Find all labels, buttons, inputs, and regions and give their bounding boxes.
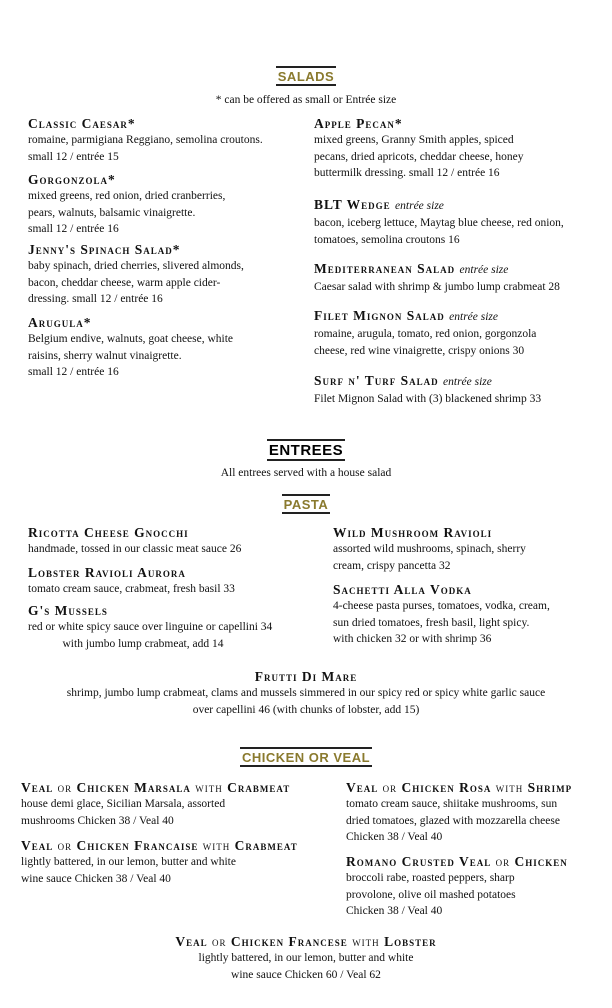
menu-item: Veal or Chicken Rosa with Shrimp tomato cream sauce, shiitake mushrooms, sun dried tomatoes, glazed with mozzarella cheese Chicken 38 / Veal 40	[346, 780, 573, 843]
item-title: Jenny's Spinach Salad*	[28, 242, 181, 257]
item-title: Veal or Chicken Rosa with Shrimp	[346, 780, 573, 795]
item-title: Arugula*	[28, 315, 92, 330]
menu-item: Wild Mushroom Ravioli assorted wild mushrooms, spinach, sherry cream, crispy pancetta 32	[333, 525, 526, 572]
item-title: Lobster Ravioli Aurora	[28, 565, 186, 580]
item-title: G's Mussels	[28, 603, 108, 618]
item-title: Veal or Chicken Francaise with Crabmeat	[21, 838, 298, 853]
menu-item: Gorgonzola* mixed greens, red onion, dried cranberries, pears, walnuts, balsamic vinaigrette. small 12 / entrée 16	[28, 172, 226, 235]
menu-item-centered: Frutti Di Mare shrimp, jumbo lump crabmeat, clams and mussels simmered in our spicy red or spicy white garlic sauce over capellini 46 (with chunks of lobster, add 15)	[0, 668, 612, 718]
pasta-heading: PASTA	[0, 494, 612, 514]
menu-item: Jenny's Spinach Salad* baby spinach, dried cherries, slivered almonds, bacon, cheddar cheese, warm apple cider- dressing. small 12 / entrée 16	[28, 242, 244, 305]
menu-item: Ricotta Cheese Gnocchi handmade, tossed in our classic meat sauce 26	[28, 525, 242, 555]
item-title: Surf n' Turf Salad entrée size	[314, 373, 492, 388]
item-title: Romano Crusted Veal or Chicken	[346, 854, 568, 869]
item-title: Gorgonzola*	[28, 172, 116, 187]
menu-item: G's Mussels red or white spicy sauce over linguine or capellini 34 with jumbo lump crabmeat, add 14	[28, 603, 273, 650]
chicken-veal-heading: CHICKEN OR VEAL	[0, 747, 612, 767]
menu-item: Lobster Ravioli Aurora tomato cream sauce, crabmeat, fresh basil 33	[28, 565, 235, 595]
menu-item: Surf n' Turf Salad entrée size Filet Mignon Salad with (3) blackened shrimp 33	[314, 373, 542, 405]
menu-item: BLT Wedge entrée size bacon, iceberg lettuce, Maytag blue cheese, red onion, tomatoes, semolina croutons 16	[314, 197, 564, 246]
item-title: Ricotta Cheese Gnocchi	[28, 525, 189, 540]
menu-item: Sachetti Alla Vodka 4-cheese pasta purses, tomatoes, vodka, cream, sun dried tomatoes, fresh basil, light spicy. with chicken 32 or with shrimp 36	[333, 582, 550, 645]
item-title: Filet Mignon Salad entrée size	[314, 308, 498, 323]
item-title: Wild Mushroom Ravioli	[333, 525, 493, 540]
salads-size-note: * can be offered as small or Entrée size	[215, 94, 397, 106]
item-title: Veal or Chicken Marsala with Crabmeat	[21, 780, 291, 795]
item-title: Apple Pecan*	[314, 116, 403, 131]
menu-item: Classic Caesar* romaine, parmigiana Reggiano, semolina croutons. small 12 / entrée 15	[28, 116, 263, 163]
menu-item-centered: Veal or Chicken Francese with Lobster lightly battered, in our lemon, butter and white wine sauce Chicken 60 / Veal 62	[0, 933, 612, 983]
item-title: BLT Wedge entrée size	[314, 197, 444, 212]
item-title: Sachetti Alla Vodka	[333, 582, 472, 597]
entrees-heading: ENTREES	[0, 439, 612, 461]
menu-item: Veal or Chicken Marsala with Crabmeat house demi glace, Sicilian Marsala, assorted mushrooms Chicken 38 / Veal 40	[21, 780, 291, 827]
item-title: Mediterranean Salad entrée size	[314, 261, 509, 276]
menu-item: Arugula* Belgium endive, walnuts, goat cheese, white raisins, sherry walnut vinaigrette. small 12 / entrée 16	[28, 315, 234, 378]
menu-item: Romano Crusted Veal or Chicken broccoli rabe, roasted peppers, sharp provolone, olive oil mashed potatoes Chicken 38 / Veal 40	[346, 854, 568, 917]
menu-item: Veal or Chicken Francaise with Crabmeat lightly battered, in our lemon, butter and white wine sauce Chicken 38 / Veal 40	[21, 838, 298, 885]
item-title: Classic Caesar*	[28, 116, 136, 131]
entrees-note: All entrees served with a house salad	[220, 467, 392, 479]
menu-item: Filet Mignon Salad entrée size romaine, arugula, tomato, red onion, gorgonzola cheese, red wine vinaigrette, crispy onions 30	[314, 308, 537, 357]
menu-item: Apple Pecan* mixed greens, Granny Smith apples, spiced pecans, dried apricots, cheddar cheese, honey buttermilk dressing. small 12 / entrée 16	[314, 116, 524, 179]
menu-item: Mediterranean Salad entrée size Caesar salad with shrimp & jumbo lump crabmeat 28	[314, 261, 560, 293]
item-title: Frutti Di Mare	[254, 669, 358, 684]
item-title: Veal or Chicken Francese with Lobster	[175, 934, 437, 949]
salads-heading: SALADS	[0, 66, 612, 86]
